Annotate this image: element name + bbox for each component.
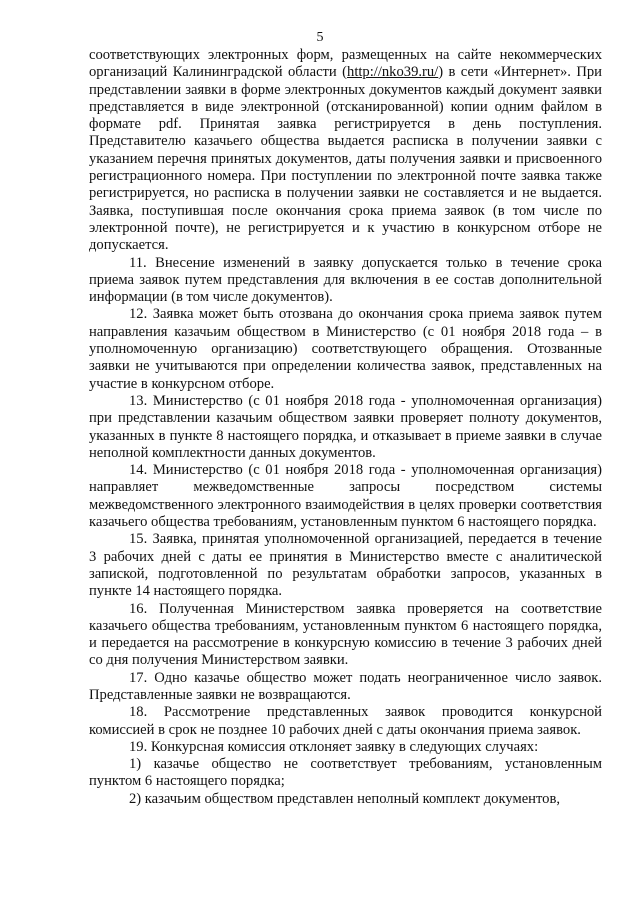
intro-paragraph — [89, 47, 602, 255]
paragraph-16: 16. Полученная Министерством заявка проверяется на соответствие казачьего общества требованиям, установленным пунктом 6 настоящего порядка, и передается на рассмотрение в конкурсную комиссию в течение 3 рабочих дней со дня получения Министерством заявки. — [89, 600, 602, 669]
document-body — [89, 47, 602, 808]
page-number: 5 — [316, 30, 324, 45]
paragraph-17: 17. Одно казачье общество может подать неограниченное число заявок. Представленные заявки не возвращаются. — [89, 669, 602, 703]
list-item-1: 1) казачье общество не соответствует требованиям, установленным пунктом 6 настоящего порядка; — [89, 756, 602, 790]
paragraph-15: 15. Заявка, принятая уполномоченной организацией, передается в течение 3 рабочих дней с даты ее принятия в Министерство вместе с аналитической запиской, подготовленной по результатам обработки запросов, указанных в пункте 14 настоящего порядка. — [89, 531, 602, 600]
paragraph-14: 14. Министерство (с 01 ноября 2018 года - уполномоченная организация) направляет межведомственные запросы посредством системы межведомственного электронного взаимодействия в целях проверки соответствия казачьего общества требованиям, установленным пунктом 6 настоящего порядка. — [89, 462, 602, 531]
paragraph-19: 19. Конкурсная комиссия отклоняет заявку в следующих случаях: — [129, 738, 539, 755]
paragraph-18: 18. Рассмотрение представленных заявок проводится конкурсной комиссией в срок не позднее 10 рабочих дней с даты окончания приема заявок. — [89, 704, 602, 738]
intro-text-start: соответствующих электронных форм, размещенных на сайте некоммерческих организаций Калининградской области ( — [89, 47, 602, 81]
paragraph-13: 13. Министерство (с 01 ноября 2018 года - уполномоченная организация) при представлении казачьим обществом заявки проверяет полноту документов, указанных в пункте 8 настоящего порядка, и отказывает в приеме заявки в случае неполной комплектности данных документов. — [89, 392, 602, 461]
intro-text-end: ) в сети «Интернет». При представлении заявки в форме электронных документов каждый документ заявки представляется в виде электронной (отсканированной) копии одним файлом в формате pdf. Принятая заявка регистрируется в день поступления. Представителю казачьего общества выдается расписка в получении заявки с указанием перечня принятых документов, даты получения заявки и присвоенного регистрационного номера. При поступлении по электронной почте заявка также регистрируется, но расписка в получении заявки не составляется и не выдается. Заявка, поступившая после окончания срока приема заявок (в том числе по электронной почте), не регистрируется и к участию в конкурсном отборе не допускается. — [89, 64, 602, 254]
paragraph-12: 12. Заявка может быть отозвана до окончания срока приема заявок путем направления казачьим обществом в Министерство (с 01 ноября 2018 года – в уполномоченную организацию) соответствующего обращения. Отозванные заявки не учитываются при определении количества заявок, представленных на участие в конкурсном отборе. — [89, 306, 602, 392]
list-item-2: 2) казачьим обществом представлен неполный комплект документов, — [129, 790, 560, 807]
nko39-link[interactable]: http://nko39.ru/ — [347, 64, 439, 81]
paragraph-11: 11. Внесение изменений в заявку допускается только в течение срока приема заявок путем представления для включения в ее состав дополнительной информации (в том числе документов). — [89, 254, 602, 306]
